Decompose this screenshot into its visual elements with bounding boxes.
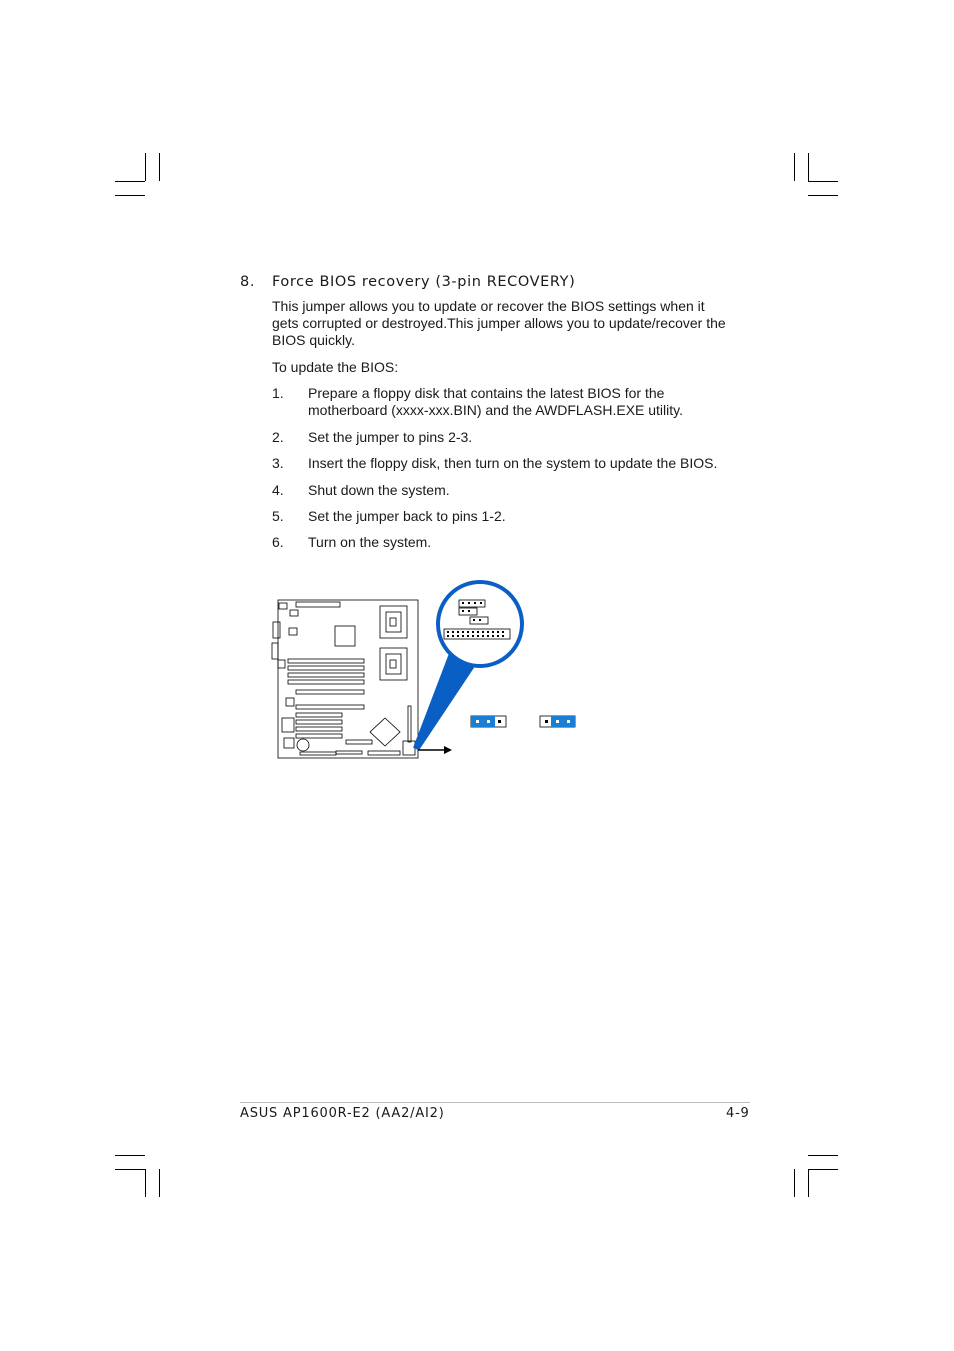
step-text: Set the jumper to pins 2-3. <box>308 429 473 445</box>
jumper-recovery-2-3 <box>540 716 575 727</box>
step-text: Set the jumper back to pins 1-2. <box>308 508 506 524</box>
section-number: 8. <box>240 274 256 290</box>
step-text: Turn on the system. <box>308 534 432 550</box>
step-number: 4. <box>272 482 284 498</box>
update-heading: To update the BIOS: <box>272 359 399 375</box>
footer-product-name: ASUS AP1600R-E2 (AA2/AI2) <box>240 1106 445 1121</box>
step-number: 6. <box>272 534 284 550</box>
intro-paragraph: This jumper allows you to update or recover the BIOS settings when it gets corrupted or destroyed.This jumper allows you to update/recover the BIOS quickly. <box>272 298 726 348</box>
zoom-circle <box>438 582 522 666</box>
footer-page-number: 4-9 <box>726 1106 750 1121</box>
footer-rule <box>240 1102 750 1103</box>
step-number: 5. <box>272 508 284 524</box>
motherboard-layout <box>272 600 418 758</box>
step-number: 2. <box>272 429 284 445</box>
step-text: Shut down the system. <box>308 482 450 498</box>
step-text: Prepare a floppy disk that contains the latest BIOS for the motherboard (xxxx-xxx.BIN) and the AWDFLASH.EXE utility. <box>308 385 684 418</box>
step-text: Insert the floppy disk, then turn on the system to update the BIOS. <box>308 455 718 471</box>
step-number: 1. <box>272 385 284 401</box>
section-title: Force BIOS recovery (3-pin RECOVERY) <box>272 274 576 290</box>
step-number: 3. <box>272 455 284 471</box>
jumper-normal-1-2 <box>471 716 506 727</box>
callout-lines <box>414 651 478 754</box>
